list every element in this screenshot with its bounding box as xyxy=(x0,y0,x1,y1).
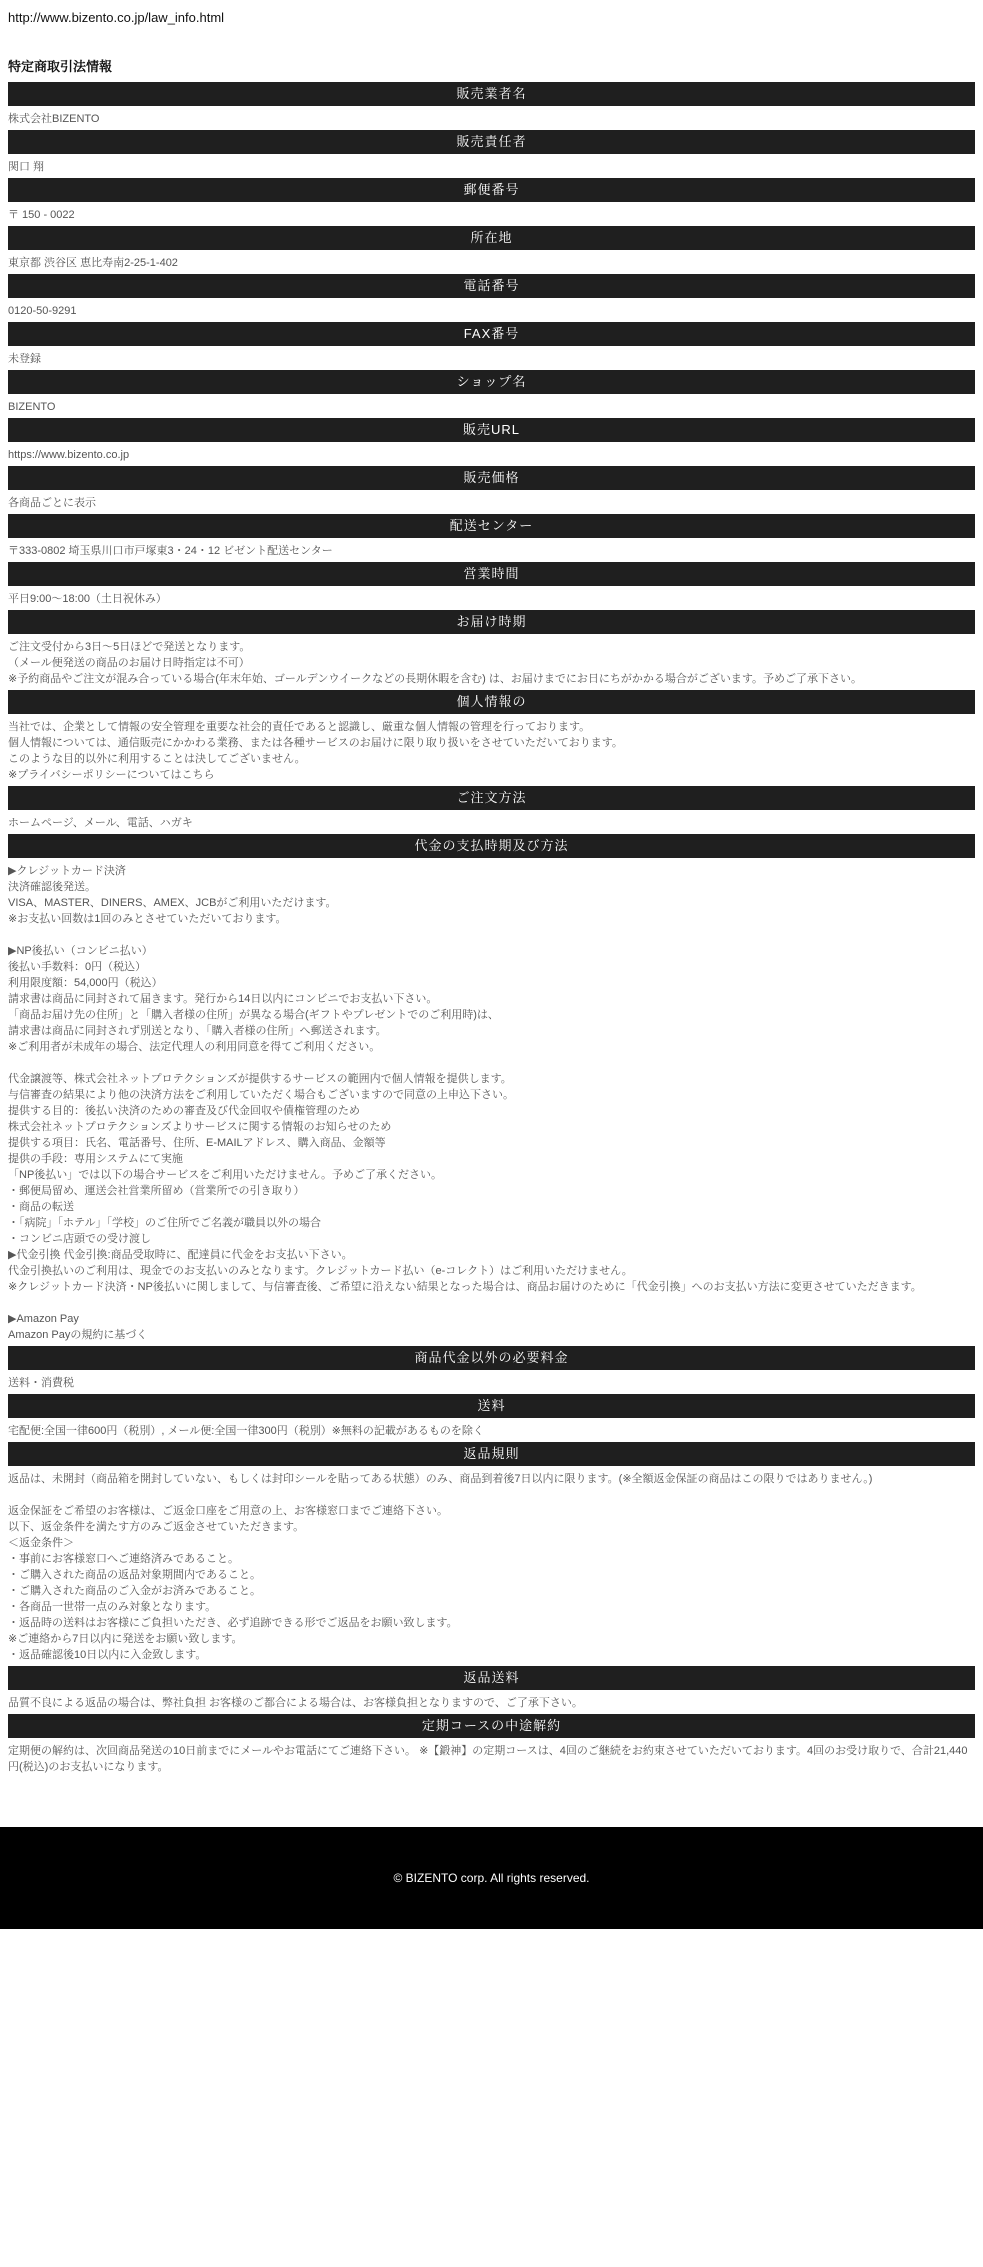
text-line: 未登録 xyxy=(8,353,41,365)
text-line: ・ご購入された商品の返品対象期間内であること。 xyxy=(8,1569,261,1581)
section-header-3: 郵便番号 xyxy=(8,178,975,202)
section-header-1: 販売業者名 xyxy=(8,82,975,106)
text-line: ▶Amazon Pay xyxy=(8,1313,79,1325)
text-line xyxy=(8,1055,975,1071)
text-line: 返金保証をご希望のお客様は、ご返金口座をご用意の上、お客様窓口までご連絡下さい。 xyxy=(8,1505,448,1517)
section-header-5: 電話番号 xyxy=(8,274,975,298)
text-line: ▶代金引換 代金引換:商品受取時に、配達員に代金をお支払い下さい。 xyxy=(8,1249,353,1261)
text-line: 決済確認後発送。 xyxy=(8,881,96,893)
text-line: ・各商品一世帯一点のみ対象となります。 xyxy=(8,1601,217,1613)
text-line: 「NP後払い」では以下の場合サービスをご利用いただけません。予めご了承ください。 xyxy=(8,1169,442,1181)
text-line: ・返品確認後10日以内に入金致します。 xyxy=(8,1649,207,1661)
section-content-10 xyxy=(8,543,975,559)
text-line: 個人情報については、通信販売にかかわる業務、または各種サービスのお届けに限り取り扱いをさせていただいております。 xyxy=(8,737,623,749)
section-header-14: ご注文方法 xyxy=(8,786,975,810)
section-header-6: FAX番号 xyxy=(8,322,975,346)
text-line: ＜返金条件＞ xyxy=(8,1537,74,1549)
text-line: 請求書は商品に同封されて届きます。発行から14日以内にコンビニでお支払い下さい。 xyxy=(8,993,438,1005)
section-content-20 xyxy=(8,1743,975,1775)
text-line: VISA、MASTER、DINERS、AMEX、JCBがご利用いただけます。 xyxy=(8,897,337,909)
section-content-2 xyxy=(8,159,975,175)
section-header-18: 返品規則 xyxy=(8,1442,975,1466)
text-line: 後払い手数料：0円（税込） xyxy=(8,961,147,973)
law-info-sections xyxy=(8,82,975,1775)
section-header-19: 返品送料 xyxy=(8,1666,975,1690)
text-line: ・郵便局留め、運送会社営業所留め（営業所での引き取り） xyxy=(8,1185,305,1197)
page-title: 特定商取引法情報 xyxy=(8,59,113,74)
section-content-9 xyxy=(8,495,975,511)
text-line: ※ご連絡から7日以内に発送をお願い致します。 xyxy=(8,1633,243,1645)
section-content-17 xyxy=(8,1423,975,1439)
section-header-17: 送料 xyxy=(8,1394,975,1418)
text-line: 「商品お届け先の住所」と「購入者様の住所」が異なる場合(ギフトやプレゼントでのご利用時)は、 xyxy=(8,1009,499,1021)
text-line: 送料・消費税 xyxy=(8,1377,74,1389)
text-line: ・返品時の送料はお客様にご負担いただき、必ず追跡できる形でご返品をお願い致します。 xyxy=(8,1617,458,1629)
text-line: 以下、返金条件を満たす方のみご返金させていただきます。 xyxy=(8,1521,305,1533)
section-header-7: ショップ名 xyxy=(8,370,975,394)
section-header-13: 個人情報の xyxy=(8,690,975,714)
text-line: ・コンビニ店頭での受け渡し xyxy=(8,1233,151,1245)
page-url: http://www.bizento.co.jp/law_info.html xyxy=(8,10,225,25)
text-line: https://www.bizento.co.jp xyxy=(8,449,130,461)
text-line: ・事前にお客様窓口へご連絡済みであること。 xyxy=(8,1553,239,1565)
section-content-15 xyxy=(8,863,975,1343)
section-content-8 xyxy=(8,447,975,463)
section-header-9: 販売価格 xyxy=(8,466,975,490)
text-line xyxy=(8,927,975,943)
text-line: 返品は、未開封（商品箱を開封していない、もしくは封印シールを貼ってある状態）のみ、商品到着後7日以内に限ります。(※全額返金保証の商品はこの限りではありません。) xyxy=(8,1473,873,1485)
copyright-text: © BIZENTO corp. All rights reserved. xyxy=(393,1871,590,1885)
text-line: ※クレジットカード決済・NP後払いに関しまして、与信審査後、ご希望に沿えない結果となった場合は、商品お届けのために「代金引換」へのお支払い方法に変更させていただきます。 xyxy=(8,1281,922,1293)
section-content-6 xyxy=(8,351,975,367)
section-header-16: 商品代金以外の必要料金 xyxy=(8,1346,975,1370)
text-line: BIZENTO xyxy=(8,401,56,413)
text-line: 当社では、企業として情報の安全管理を重要な社会的責任であると認識し、厳重な個人情報の管理を行っております。 xyxy=(8,721,591,733)
section-content-11 xyxy=(8,591,975,607)
section-content-1 xyxy=(8,111,975,127)
text-line: 〒 150 - 0022 xyxy=(8,209,75,221)
section-header-12: お届け時期 xyxy=(8,610,975,634)
text-line: 提供の手段：専用システムにて実施 xyxy=(8,1153,183,1165)
section-header-8: 販売URL xyxy=(8,418,975,442)
text-line: 0120-50-9291 xyxy=(8,305,77,317)
section-content-12 xyxy=(8,639,975,687)
section-header-4: 所在地 xyxy=(8,226,975,250)
section-content-3 xyxy=(8,207,975,223)
text-line: 与信審査の結果により他の決済方法をご利用していただく場合もございますので同意の上申込下さい。 xyxy=(8,1089,514,1101)
section-header-11: 営業時間 xyxy=(8,562,975,586)
text-line: ・ご購入された商品のご入金がお済みであること。 xyxy=(8,1585,261,1597)
text-line: 株式会社ネットプロテクションズよりサービスに関する情報のお知らせのため xyxy=(8,1121,392,1133)
text-line: 〒333-0802 埼玉県川口市戸塚東3・24・12 ビゼント配送センター xyxy=(8,545,333,557)
text-line: ・商品の転送 xyxy=(8,1201,74,1213)
text-line: 平日9:00～18:00（土日祝休み） xyxy=(8,593,167,605)
section-header-2: 販売責任者 xyxy=(8,130,975,154)
section-content-5 xyxy=(8,303,975,319)
text-line: 宅配便:全国一律600円（税別）, メール便:全国一律300円（税別）※無料の記載があるものを除く xyxy=(8,1425,484,1437)
text-line: 提供する目的：後払い決済のための審査及び代金回収や債権管理のため xyxy=(8,1105,360,1117)
section-content-19 xyxy=(8,1695,975,1711)
text-line xyxy=(8,1487,975,1503)
text-line: 定期便の解約は、次回商品発送の10日前までにメールやお電話にてご連絡下さい。 ※【鍛神】の定期コースは、4回のご継続をお約束させていただいております。4回のお受け取りで、合計21,440円(税込)のお支払いになります。 xyxy=(8,1745,968,1773)
text-line: 代金引換払いのご利用は、現金でのお支払いのみとなります。クレジットカード払い（e-コレクト）はご利用いただけません。 xyxy=(8,1265,633,1277)
text-line: ▶クレジットカード決済 xyxy=(8,865,126,877)
text-line: 代金譲渡等、株式会社ネットプロテクションズが提供するサービスの範囲内で個人情報を提供します。 xyxy=(8,1073,512,1085)
text-line: ご注文受付から3日～5日ほどで発送となります。 xyxy=(8,641,251,653)
text-line: ※プライバシーポリシーについてはこちら xyxy=(8,769,215,781)
text-line: 関口 翔 xyxy=(8,161,45,173)
text-line: 請求書は商品に同封されず別送となり、「購入者様の住所」へ郵送されます。 xyxy=(8,1025,387,1037)
text-line: ホームページ、メール、電話、ハガキ xyxy=(8,817,193,829)
page-footer xyxy=(0,1827,983,1929)
text-line: （メール便発送の商品のお届け日時指定は不可） xyxy=(8,657,250,669)
section-header-20: 定期コースの中途解約 xyxy=(8,1714,975,1738)
text-line: 利用限度額：54,000円（税込） xyxy=(8,977,163,989)
section-content-13 xyxy=(8,719,975,783)
text-line xyxy=(8,1295,975,1311)
text-line: ※お支払い回数は1回のみとさせていただいております。 xyxy=(8,913,287,925)
text-line: ※予約商品やご注文が混み合っている場合(年末年始、ゴールデンウイークなどの長期休暇を含む) は、お届けまでにお日にちがかかる場合がございます。予めご了承下さい。 xyxy=(8,673,862,685)
section-content-14 xyxy=(8,815,975,831)
text-line: 提供する項目：氏名、電話番号、住所、E-MAILアドレス、購入商品、金額等 xyxy=(8,1137,386,1149)
text-line: Amazon Payの規約に基づく xyxy=(8,1329,148,1341)
text-line: 株式会社BIZENTO xyxy=(8,113,100,125)
text-line: ・「病院」「ホテル」「学校」のご住所でご名義が職員以外の場合 xyxy=(8,1217,321,1229)
text-line: ※ご利用者が未成年の場合、法定代理人の利用同意を得てご利用ください。 xyxy=(8,1041,381,1053)
text-line: このような目的以外に利用することは決してございません。 xyxy=(8,753,306,765)
text-line: ▶NP後払い（コンビニ払い） xyxy=(8,945,153,957)
text-line: 各商品ごとに表示 xyxy=(8,497,96,509)
section-header-15: 代金の支払時期及び方法 xyxy=(8,834,975,858)
section-content-18 xyxy=(8,1471,975,1663)
section-header-10: 配送センター xyxy=(8,514,975,538)
section-content-7 xyxy=(8,399,975,415)
text-line: 品質不良による返品の場合は、弊社負担 お客様のご都合による場合は、お客様負担となりますので、ご了承下さい。 xyxy=(8,1697,583,1709)
text-line: 東京都 渋谷区 恵比寿南2-25-1-402 xyxy=(8,257,178,269)
section-content-16 xyxy=(8,1375,975,1391)
section-content-4 xyxy=(8,255,975,271)
